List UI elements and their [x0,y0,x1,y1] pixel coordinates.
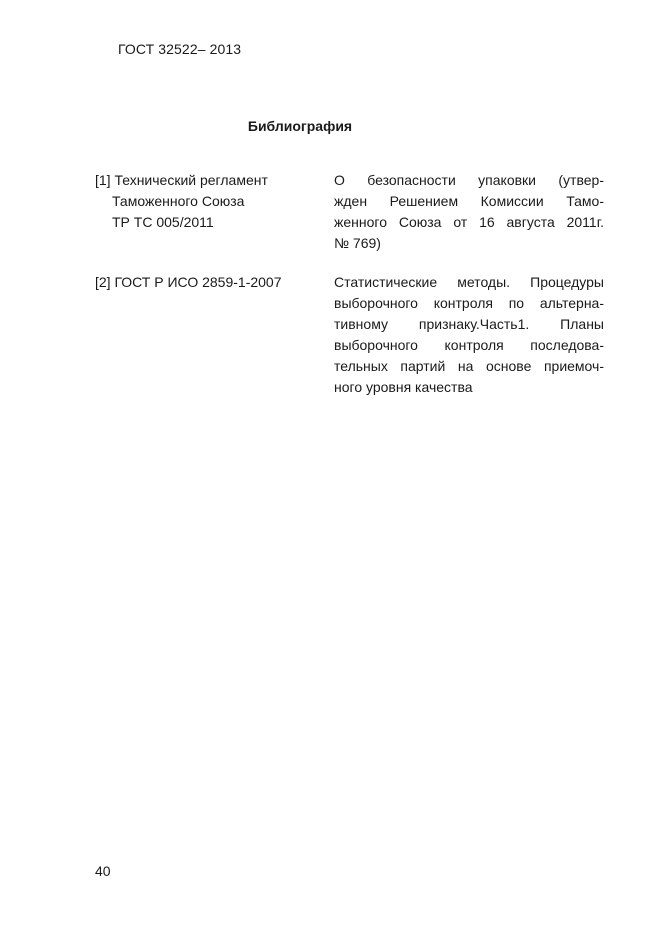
entry-reference [95,272,315,293]
entry-reference [95,170,315,233]
description-line: выборочного контроля по альтерна- [334,295,604,311]
reference-line: Таможенного Союза [112,193,245,209]
description-line: ного уровня качества [334,379,473,395]
description-line: О безопасности упаковки (утвер- [334,172,604,188]
page-number: 40 [95,863,111,879]
description-line: женного Союза от 16 августа 2011г. [334,214,604,230]
description-line: № 769) [334,235,381,251]
entry-description [334,272,604,398]
reference-line: [2] ГОСТ Р ИСО 2859-1-2007 [95,274,282,290]
description-line: Статистические методы. Процедуры [334,274,604,290]
bibliography-title: Библиография [247,118,353,134]
reference-line: [1] Технический регламент [95,172,268,188]
document-header: ГОСТ 32522– 2013 [118,41,242,57]
description-line: жден Решением Комиссии Тамо- [334,193,604,209]
reference-line: ТР ТС 005/2011 [112,214,214,230]
description-line: тивному признаку.Часть1. Планы [334,316,604,332]
description-line: выборочного контроля последова- [334,337,604,353]
entry-description [334,170,604,254]
description-line: тельных партий на основе приемоч- [334,358,604,374]
